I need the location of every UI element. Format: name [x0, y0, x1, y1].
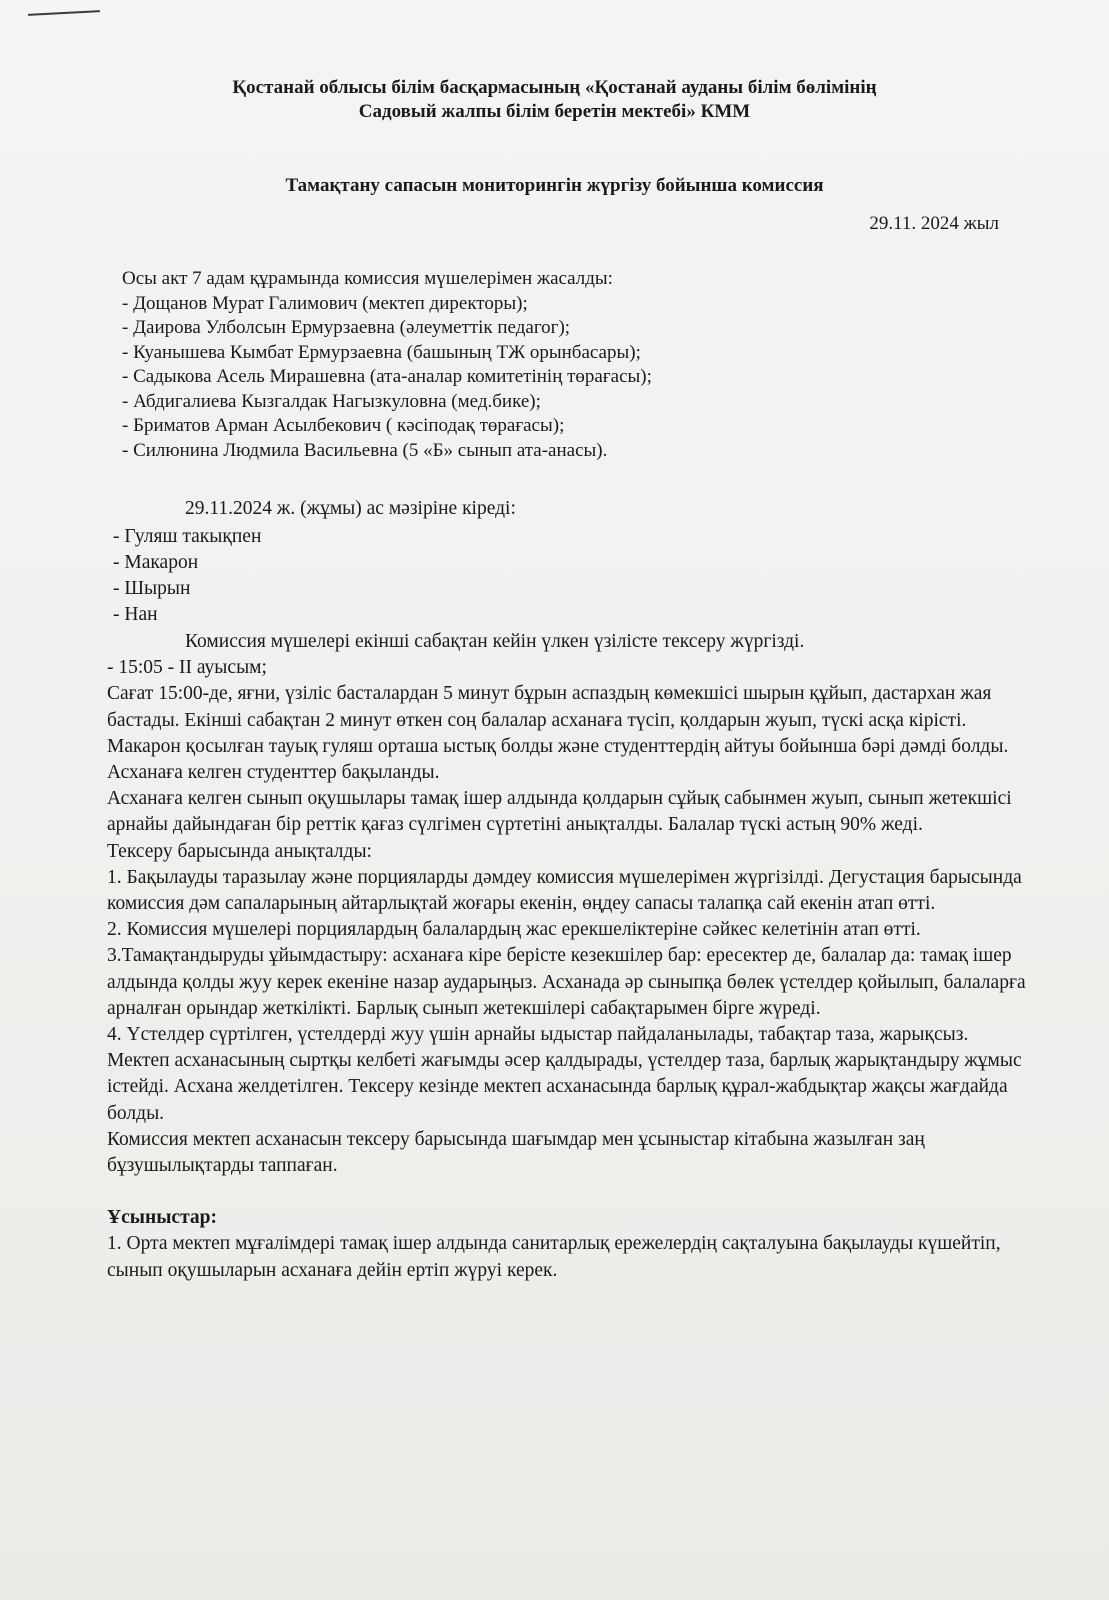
- member-item: - Силюнина Людмила Васильевна (5 «Б» сынып ата-анасы).: [122, 439, 608, 461]
- menu-item: - Гуляш такықпен: [113, 526, 262, 547]
- paragraph: Сағат 15:00-де, яғни, үзіліс басталардан 5 минут бұрын аспаздың көмекшісі шырын құйып, дастархан жая бастады. Екінші сабақтан 2 минут өткен соң балалар асханаға түсіп, қолдарын жуып, түскі асқа кірісті. Макарон қосылған тауық гуляш орташа ыстық болды және студенттердің айтуы бойынша бәрі дәмді болды.: [107, 683, 1009, 757]
- paragraph: Мектеп асханасының сыртқы келбеті жағымды әсер қалдырады, үстелдер таза, барлық жарықтандыру жұмыс істейді. Асхана желдетілген. Тексеру кезінде мектеп асханасында барлық құрал-жабдықтар жақсы жағдайда болды.: [107, 1050, 1022, 1124]
- member-item: - Даирова Улболсын Ермурзаевна (әлеуметтік педагог);: [122, 317, 571, 338]
- paragraph: Асханаға келген студенттер бақыланды.: [107, 762, 440, 784]
- finding-item: 4. Үстелдер сүртілген, үстелдерді жуу үшін арнайы ыдыстар пайдаланылады, табақтар таза, жарықсыз.: [107, 1024, 969, 1046]
- menu-item: - Нан: [113, 604, 158, 625]
- recommendation-item: 1. Орта мектеп мұғалімдері тамақ ішер алдында санитарлық ережелердің сақталуына бақылауды күшейтіп, сынып оқушыларын асханаға дейін ертіп жүруі керек.: [107, 1233, 1001, 1281]
- document-header: [0, 76, 1109, 124]
- paragraph: Тексеру барысында анықталды:: [107, 840, 372, 862]
- recommendations-heading: Ұсыныстар:: [107, 1207, 217, 1229]
- finding-item: 2. Комиссия мүшелері порциялардың балалардың жас ерекшеліктеріне сәйкес келетінін атап өтті.: [107, 919, 921, 941]
- header-line-2: Садовый жалпы білім беретін мектебі» КММ: [358, 101, 751, 122]
- spacer: [107, 1179, 1042, 1205]
- paragraph: Комиссия мектеп асханасын тексеру барысында шағымдар мен ұсыныстар кітабына жазылған заң бұзушылықтарды таппаған.: [107, 1128, 925, 1177]
- member-item: - Садыкова Асель Мирашевна (ата-аналар комитетінің төрағасы);: [122, 366, 652, 387]
- pen-mark: [28, 10, 100, 16]
- member-item: - Бриматов Арман Асылбекович ( кәсіподақ төрағасы);: [122, 415, 565, 436]
- menu-list: [113, 524, 261, 628]
- finding-item: 3.Тамақтандыруды ұйымдастыру: асханаға кіре берісте кезекшілер бар: ересектер де, балалар да: тамақ ішер алдында қолды жуу керек екеніне назар аударыңыз. Асханада әр сыныпқа бөлек үстелдер қойылып, балаларға арналған орындар жеткілікті. Барлық сынып жетекшілері сабақтарымен бірге жүреді.: [107, 945, 1026, 1019]
- member-item: - Дощанов Мурат Галимович (мектеп директоры);: [122, 292, 528, 314]
- menu-item: - Макарон: [113, 552, 199, 573]
- document-date: 29.11. 2024 жыл: [869, 213, 999, 234]
- member-item: - Куанышева Кымбат Ермурзаевна (башының ТЖ орынбасары);: [122, 341, 641, 363]
- shift-note: - 15:05 - II ауысым;: [107, 657, 267, 679]
- member-item: - Абдигалиева Кызгалдак Нагызкуловна (мед.бике);: [122, 390, 541, 412]
- inspection-note: Комиссия мүшелері екінші сабақтан кейін үлкен үзілісте тексеру жүргізді.: [185, 631, 805, 652]
- menu-intro: 29.11.2024 ж. (жұмы) ас мәзіріне кіреді:: [185, 498, 516, 519]
- header-line-1: Қостанай облысы білім басқармасының «Қостанай ауданы білім бөлімінің: [232, 77, 877, 98]
- menu-item: - Шырын: [113, 578, 191, 599]
- report-body: [107, 629, 1042, 1284]
- members-section: [122, 267, 652, 463]
- finding-item: 1. Бақылауды таразылау және порцияларды дәмдеу комиссия мүшелерімен жүргізілді. Дегустация барысында комиссия дәм сапаларының айтарлықтай жоғары екенін, өңдеу сапасы талапқа сай екенін атап өтті.: [107, 866, 1022, 915]
- paragraph: Асханаға келген сынып оқушылары тамақ ішер алдында қолдарын сұйық сабынмен жуып, сынып жетекшісі арнайы дайындаған бір реттік қағаз сүлгімен сүртетіні анықталды. Балалар түскі астың 90% жеді.: [107, 788, 1012, 836]
- commission-title: Тамақтану сапасын мониторингін жүргізу бойынша комиссия: [285, 175, 824, 196]
- members-intro: Осы акт 7 адам құрамында комиссия мүшелерімен жасалды:: [122, 268, 613, 289]
